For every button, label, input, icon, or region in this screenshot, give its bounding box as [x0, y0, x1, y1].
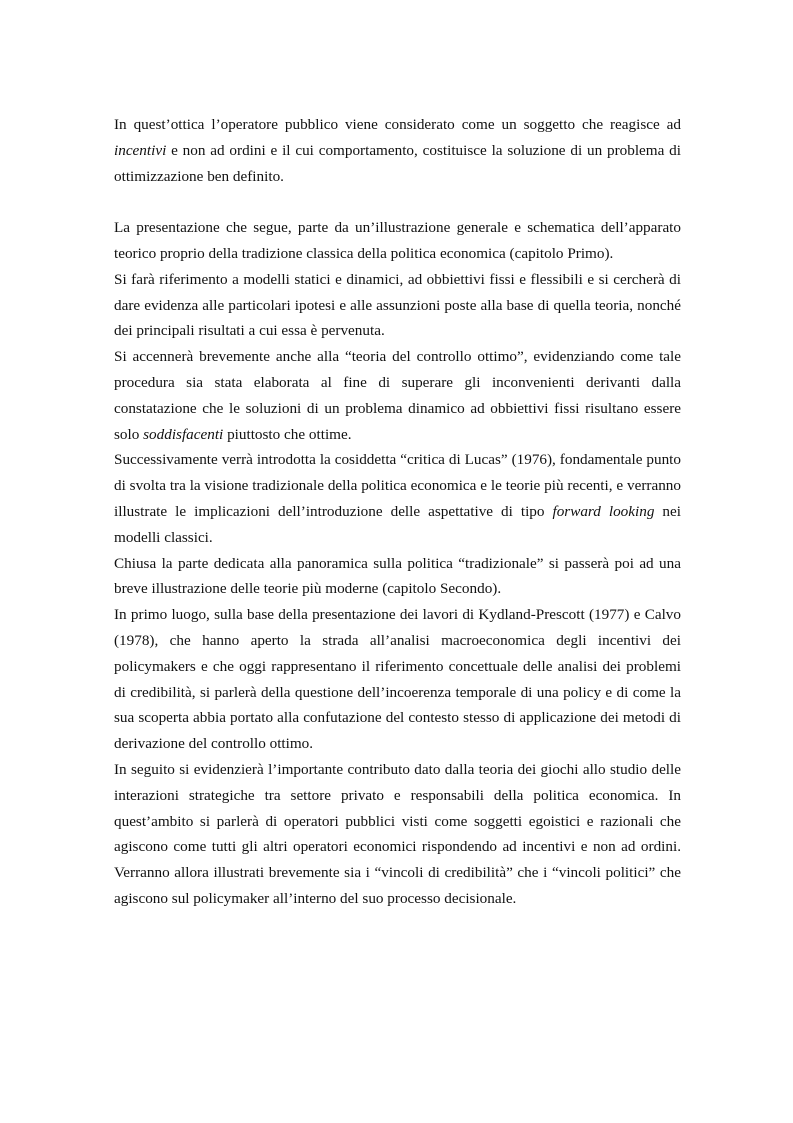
text-segment: e non ad ordini e il cui comportamento, costituisce la soluzione di un problema di ottimizzazione ben definito. — [114, 141, 681, 185]
paragraph-p7 — [114, 602, 681, 757]
document-body — [114, 112, 681, 912]
paragraph-p3 — [114, 267, 681, 344]
text-segment: piuttosto che ottime. — [223, 425, 352, 443]
text-segment: Chiusa la parte dedicata alla panoramica sulla politica “tradizionale” si passerà poi ad una breve illustrazione delle teorie più moderne (capitolo Secondo). — [114, 554, 681, 598]
italic-text: forward looking — [552, 502, 655, 520]
paragraph-p1 — [114, 112, 681, 189]
text-segment: In primo luogo, sulla base della presentazione dei lavori di Kydland-Prescott (1977) e Calvo (1978), che hanno aperto la strada all’analisi macroeconomica degli incentivi dei policymakers e che oggi rappresentano il riferimento concettuale delle analisi dei problemi di credibilità, si parlerà della questione dell’incoerenza temporale di una policy e di come la sua scoperta abbia portato alla confutazione del contesto stesso di applicazione dei metodi di derivazione del controllo ottimo. — [114, 606, 681, 753]
text-segment: Successivamente verrà introdotta la cosiddetta “critica di Lucas” (1976), fondamentale punto di svolta tra la visione tradizionale della politica economica e le teorie più recenti, e verranno illustrate le implicazioni dell’introduzione delle aspettative di tipo — [114, 451, 681, 520]
paragraph-p8 — [114, 757, 681, 912]
paragraph-p6 — [114, 551, 681, 603]
paragraph-p5 — [114, 447, 681, 550]
text-segment: nei modelli classici. — [114, 502, 681, 546]
italic-text: soddisfacenti — [143, 425, 224, 443]
paragraph-p4 — [114, 344, 681, 447]
paragraph-p2 — [114, 215, 681, 267]
text-segment: In seguito si evidenzierà l’importante contributo dato dalla teoria dei giochi allo studio delle interazioni strategiche tra settore privato e responsabili della politica economica. In quest’ambito si parlerà di operatori pubblici visti come soggetti egoistici e razionali che agiscono come tutti gli altri operatori economici rispondendo ad incentivi e non ad ordini. Verranno allora illustrati brevemente sia i “vincoli di credibilità” che i “vincoli politici” che agiscono sul policymaker all’interno del suo processo decisionale. — [114, 760, 681, 907]
italic-text: incentivi — [114, 141, 167, 159]
text-segment: La presentazione che segue, parte da un’illustrazione generale e schematica dell’apparato teorico proprio della tradizione classica della politica economica (capitolo Primo). — [114, 219, 681, 262]
text-segment: In quest’ottica l’operatore pubblico viene considerato come un soggetto che reagisce ad — [114, 116, 681, 133]
text-segment: Si farà riferimento a modelli statici e dinamici, ad obbiettivi fissi e flessibili e si cercherà di dare evidenza alle particolari ipotesi e alle assunzioni poste alla base di quella teoria, nonché dei principali risultati a cui essa è pervenuta. — [114, 270, 681, 340]
text-segment: Si accennerà brevemente anche alla “teoria del controllo ottimo”, evidenziando come tale procedura sia stata elaborata al fine di superare gli inconvenienti derivanti dalla constatazione che le soluzioni di un problema dinamico ad obbiettivi fissi risultano essere solo — [114, 348, 681, 443]
